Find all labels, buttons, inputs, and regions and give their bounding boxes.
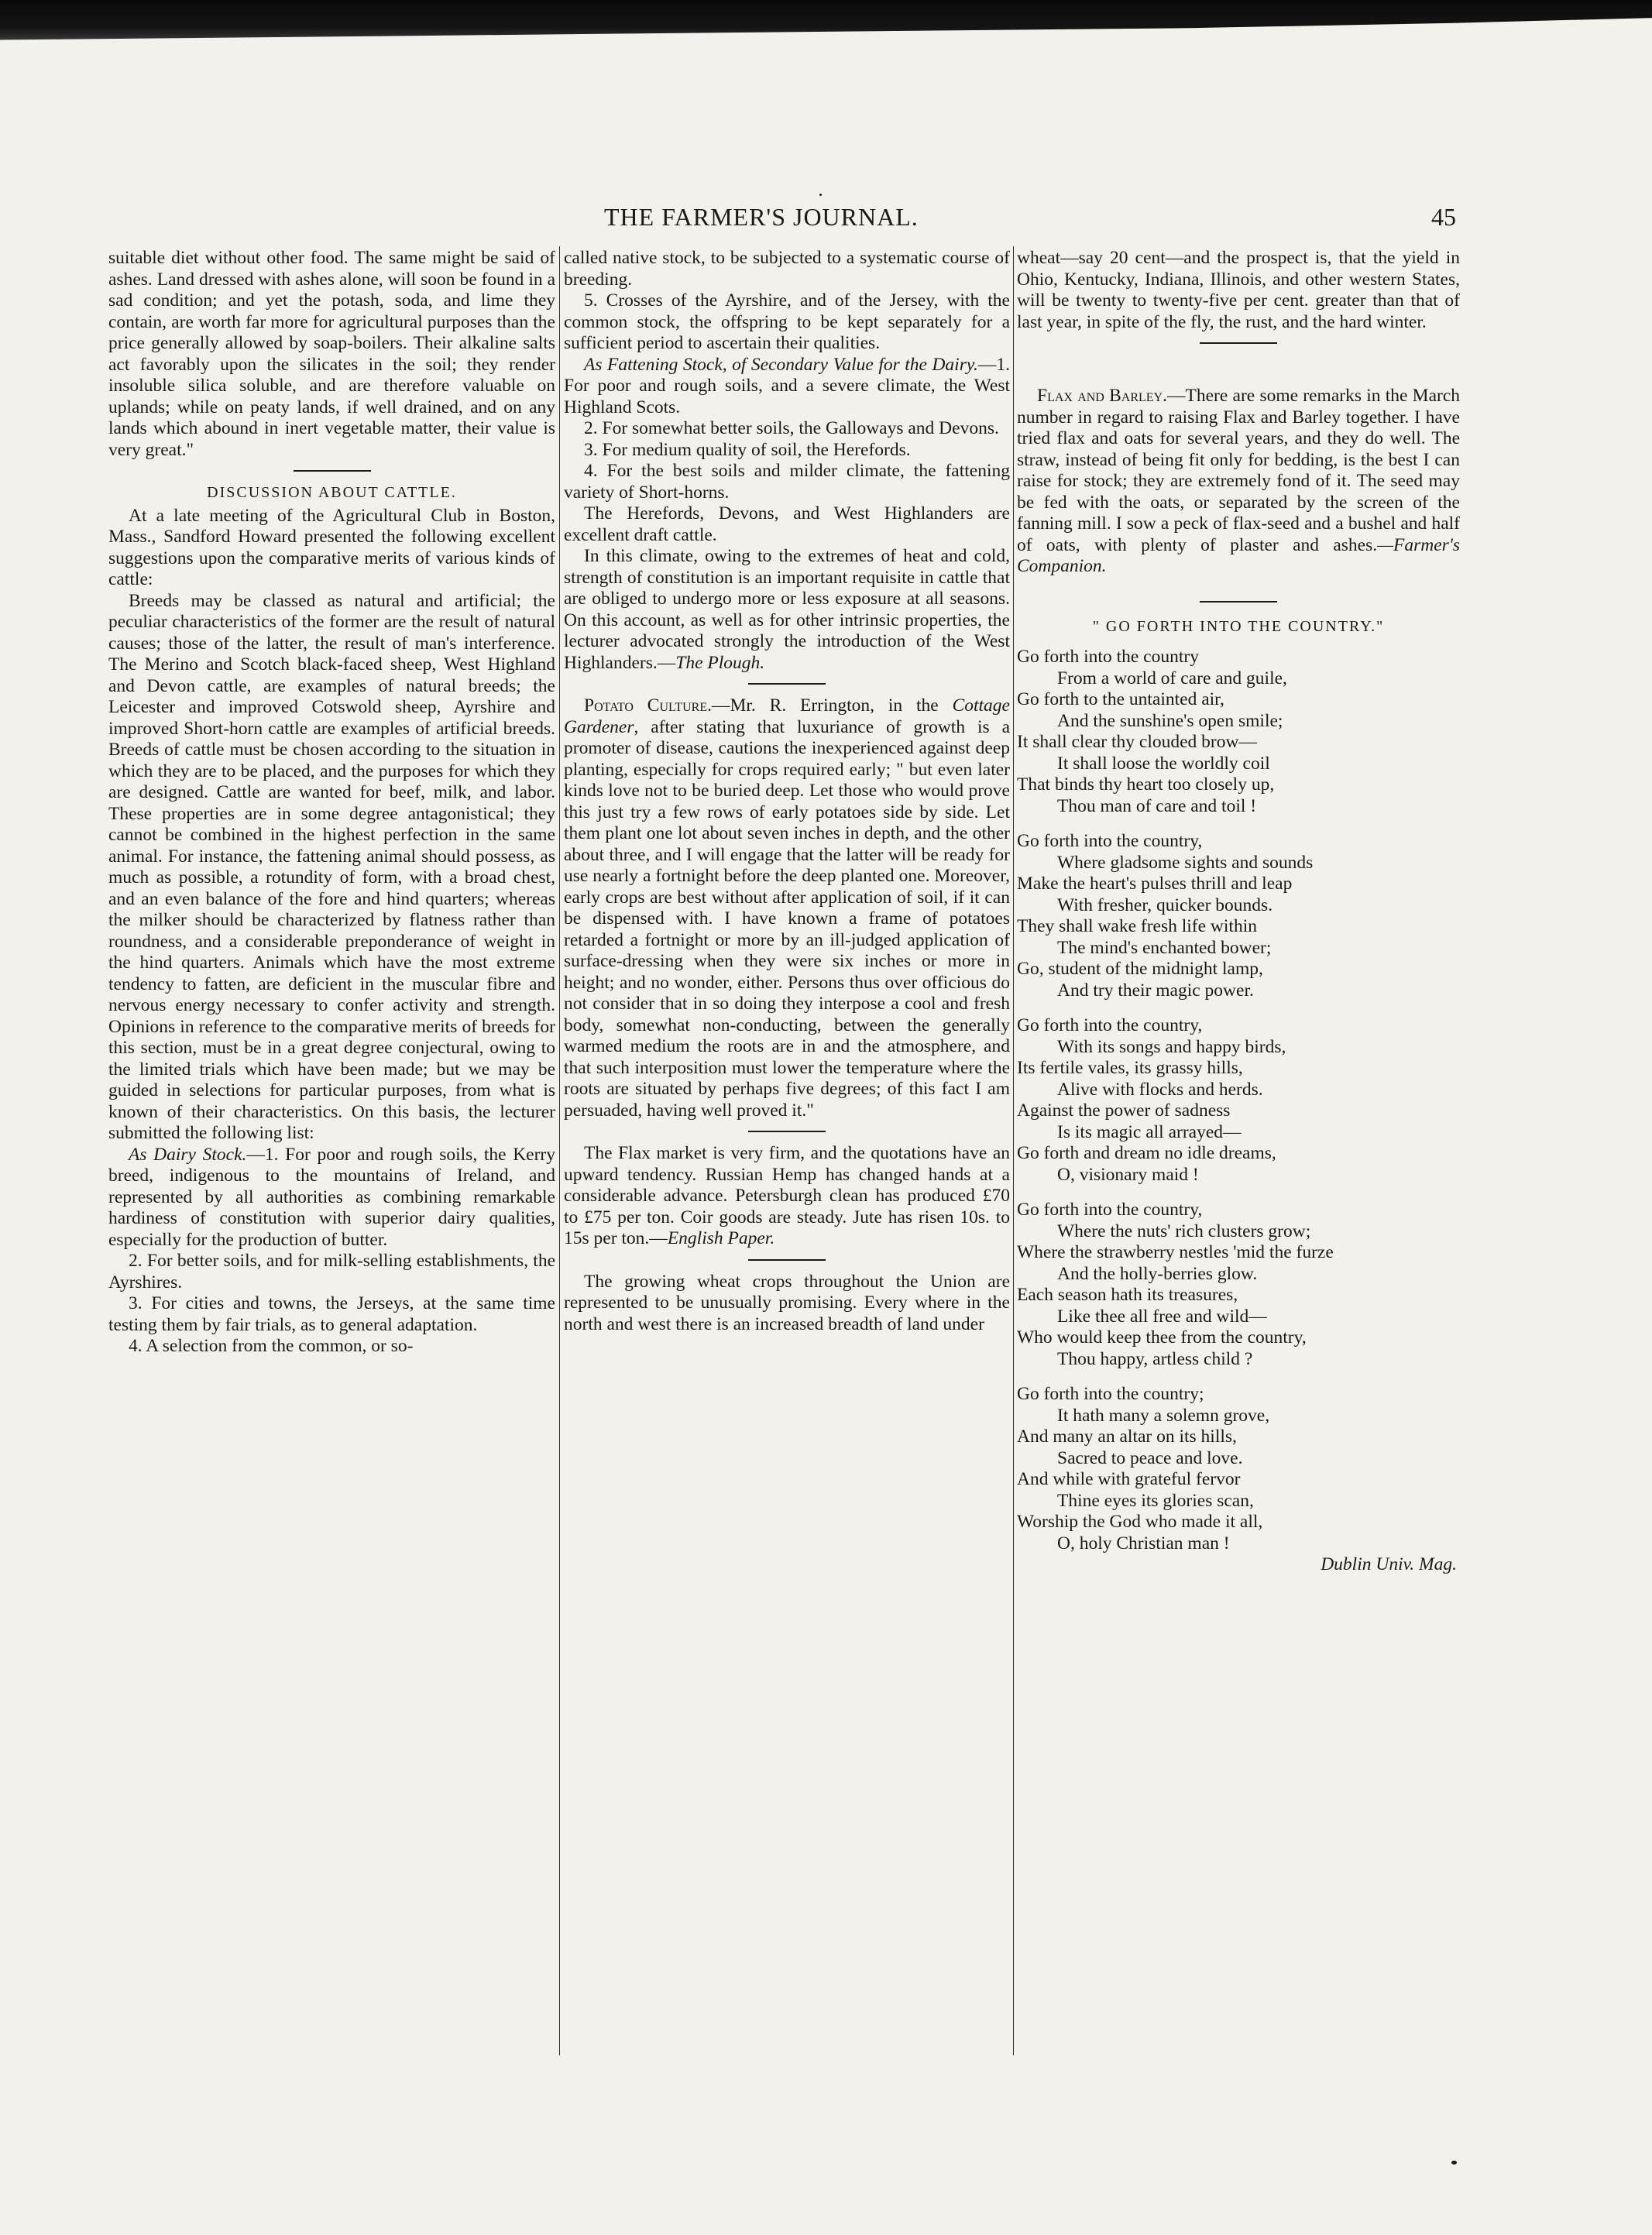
poem-line: Against the power of sadness <box>1017 1100 1231 1121</box>
poem-line: Where the nuts' rich clusters grow; <box>1057 1220 1311 1241</box>
poem-title: " GO FORTH INTO THE COUNTRY." <box>1092 617 1385 635</box>
paragraph-jerseys: 3. For cities and towns, the Jerseys, at the same time testing them by fair trials, as to general adaptation. <box>108 1293 555 1335</box>
fattening-stock-lead: As Fattening Stock, of Secondary Value for the Dairy. <box>584 354 978 375</box>
potato-culture-lead: Potato Culture. <box>584 695 712 716</box>
source-the-plough: The Plough. <box>675 652 765 673</box>
scan-shadow-band <box>0 0 1652 51</box>
source-english-paper: English Paper. <box>667 1228 775 1248</box>
poem-line: It shall clear thy clouded brow— <box>1017 732 1257 752</box>
poem-line: With its songs and happy birds, <box>1057 1036 1286 1057</box>
poem-line: It hath many a solemn grove, <box>1057 1405 1270 1426</box>
stanza <box>1017 831 1460 1001</box>
poem-line: And while with grateful fervor <box>1017 1469 1241 1489</box>
section-divider <box>748 683 826 685</box>
poem-line: Each season hath its treasures, <box>1017 1285 1238 1305</box>
section-divider <box>748 1259 826 1261</box>
poem-line: Go forth into the country; <box>1017 1384 1204 1404</box>
column-rule-right <box>1013 246 1014 2055</box>
paragraph-flax-market: The Flax market is very firm, and the quotations have an upward tendency. Russian Hemp has changed hands at a considerable advance. Petersburgh clean has produced £70 to £75 per ton. Coir goods are steady. Jute has risen 10s. to 15s per ton.—English Paper. <box>564 1143 1010 1248</box>
paragraph-shorthorns: 4. For the best soils and milder climate, the fattening variety of Short-horns. <box>564 461 1010 503</box>
paragraph-herefords: 3. For medium quality of soil, the Herefords. <box>584 439 911 460</box>
section-heading-cattle: DISCUSSION ABOUT CATTLE. <box>207 484 457 501</box>
running-head: THE FARMER'S JOURNAL. <box>604 203 919 231</box>
poem-line: Alive with flocks and herds. <box>1057 1079 1263 1100</box>
spacer <box>1017 355 1460 386</box>
poem-line: With fresher, quicker bounds. <box>1057 894 1273 915</box>
poem-line: Who would keep thee from the country, <box>1017 1327 1307 1348</box>
poem-line: It shall loose the worldly coil <box>1057 753 1270 774</box>
column-rule-left <box>559 246 560 2055</box>
poem-line: That binds thy heart too closely up, <box>1017 774 1275 795</box>
paragraph-climate: In this climate, owing to the extremes of heat and cold, strength of constitution is an important requisite in cattle that are obliged to undergo more or less exposure at all seasons. On this account, as well as for other intrinsic properties, the lecturer advocated strongly the introduction of the West Highlanders.—The Plough. <box>564 546 1010 673</box>
poem-line: The mind's enchanted bower; <box>1057 937 1272 958</box>
paragraph-wheat-prospect: wheat—say 20 cent—and the prospect is, that the yield in Ohio, Kentucky, Indiana, Illinois, and other western States, will be twenty to twenty-five per cent. greater than that of last year, in spite of the fly, the rust, and the hard winter. <box>1017 248 1460 332</box>
poem-line: They shall wake fresh life within <box>1017 916 1257 936</box>
paragraph-crosses: 5. Crosses of the Ayrshire, and of the Jersey, with the common stock, the offspring to be kept separately for a sufficient period to ascertain their qualities. <box>564 290 1010 353</box>
paragraph-galloways: 2. For somewhat better soils, the Galloways and Devons. <box>584 418 999 438</box>
spacer <box>1017 1001 1460 1015</box>
source-cottage-gardener: Cottage Gardener <box>564 695 1010 737</box>
paragraph-draft-cattle: The Herefords, Devons, and West Highlanders are excellent draft cattle. <box>564 503 1010 545</box>
section-divider <box>1200 342 1277 344</box>
paragraph-common-stock: 4. A selection from the common, or so- <box>129 1336 414 1356</box>
stanza <box>1017 647 1460 817</box>
poem-line: Thou man of care and toil ! <box>1057 795 1257 816</box>
poem-line: Sacred to peace and love. <box>1057 1447 1243 1468</box>
paragraph-potato-culture: Potato Culture.—Mr. R. Errington, in the Cottage Gardener, after stating that luxuriance of growth is a promoter of disease, cautions the inexperienced against deep planting, especially for crops required early; " but even later kinds love not to be buried deep. Let those who would prove this just try a few rows of early potatoes side by side. Let them plant one lot about seven inches in depth, and the other about three, and I will engage that the latter will be ready for use nearly a fortnight before the deep planted one. Moreover, early crops are best without after application of soil, if it can be dispensed with. I have known a frame of potatoes retarded a fortnight or more by an ill-judged application of surface-dressing when they were six inches or more in height; and no wonder, either. Persons thus over officious do not consider that in so doing they interpose a cool and fresh body, somewhat non-conducting, between the generally warmed medium the roots are in and the atmosphere, and that such interposition must lower the temperature where the roots are situated by perhaps five degrees; of this fact I am persuaded, having well proved it." <box>564 695 1010 1121</box>
column-2 <box>564 248 1010 1335</box>
stanza <box>1017 1200 1460 1370</box>
poem-line: Make the heart's pulses thrill and leap <box>1017 874 1293 894</box>
poem-line: Like thee all free and wild— <box>1057 1306 1267 1327</box>
section-divider <box>294 470 371 472</box>
dairy-stock-lead: As Dairy Stock. <box>129 1144 247 1165</box>
column-3 <box>1017 248 1460 1576</box>
paragraph-ashes: suitable diet without other food. The same might be said of ashes. Land dressed with ashes alone, will soon be found in a sad condition; and yet the potash, soda, and lime they contain, are worth far more for agricultural purposes than the price generally allowed by soap-boilers. Their alkaline salts act favorably upon the silicates in the soil; they render insoluble silica soluble, and are therefore valuable on uplands; while on peaty lands, if well drained, and on any lands which abound in inert vegetable matter, their value is very great." <box>108 248 555 460</box>
poem-line: Its fertile vales, its grassy hills, <box>1017 1058 1243 1078</box>
spacer <box>1017 1370 1460 1384</box>
paragraph-breeds: Breeds may be classed as natural and artificial; the peculiar characteristics of the former are the result of natural causes; those of the latter, the result of man's interference. The Merino and Scotch black-faced sheep, West Highland and Devon cattle, are examples of natural breeds; the Leicester and improved Cotswold sheep, Ayrshire and improved Short-horn cattle are examples of artificial breeds. Breeds of cattle must be chosen according to the situation in which they are to be placed, and the purposes for which they are designed. Cattle are wanted for beef, milk, and labor. These properties are in some degree antagonistical; they cannot be combined in the highest perfection in the same animal. For instance, the fattening animal should possess, as much as possible, a rotundity of form, with a broad chest, and an even balance of the fore and hind quarters; whereas the milker should be characterized by flatness rather than roundness, and a considerable preponderance of weight in the hind quarters. Animals which have the most extreme tendency to fatten, are deficient in the muscular fibre and nervous energy necessary to confer activity and strength. Opinions in reference to the comparative merits of breeds for this section, must be in a great degree conjectural, owing to the limited trials which have been made; but we may be guided in selections for particular purposes, from what is known of their characteristics. On this basis, the lecturer submitted the following list: <box>108 590 555 1143</box>
spacer <box>1017 1186 1460 1200</box>
section-divider <box>1200 601 1277 603</box>
poem-line: And try their magic power. <box>1057 980 1254 1001</box>
poem-line: Go forth to the untainted air, <box>1017 689 1224 709</box>
poem-line: O, visionary maid ! <box>1057 1164 1199 1185</box>
poem-line: And the sunshine's open smile; <box>1057 710 1283 731</box>
poem-line: And many an altar on its hills, <box>1017 1426 1237 1447</box>
poem-line: O, holy Christian man ! <box>1057 1533 1230 1554</box>
poem-source: Dublin Univ. Mag. <box>1321 1554 1457 1574</box>
ink-speck <box>819 194 822 196</box>
stanza <box>1017 1384 1460 1554</box>
spacer <box>1017 578 1460 592</box>
flax-barley-lead: Flax and Barley. <box>1037 386 1167 406</box>
paragraph-meeting: At a late meeting of the Agricultural Club in Boston, Mass., Sandford Howard presented the following excellent suggestions upon the comparative merits of various kinds of cattle: <box>108 505 555 589</box>
poem-line: Go forth into the country <box>1017 647 1199 667</box>
poem-line: From a world of care and guile, <box>1057 668 1287 688</box>
column-1 <box>108 248 555 1358</box>
ink-speck <box>1451 2161 1457 2165</box>
paragraph-flax-barley: Flax and Barley.—There are some remarks in the March number in regard to raising Flax and Barley together. I have tried flax and oats for several years, and they do well. The straw, instead of being fit only for bedding, is the best I can raise for stock; they are extremely fond of it. The seed may be fed with the oats, or separated by the screen of the fanning mill. I sow a peck of flax-seed and a bushel and half of oats, with plenty of plaster and ashes.—Farmer's Companion. <box>1017 386 1461 576</box>
source-farmers-companion: —Farmer's Companion. <box>1017 534 1460 576</box>
paragraph-wheat-crops: The growing wheat crops throughout the Union are represented to be unusually promising. Every where in the north and west there is an increased breadth of land under <box>564 1271 1010 1334</box>
section-divider <box>748 1131 826 1132</box>
poem-line: Thine eyes its glories scan, <box>1057 1490 1254 1511</box>
poem-line: Worship the God who made it all, <box>1017 1512 1263 1532</box>
poem-line: Go forth into the country, <box>1017 831 1203 851</box>
page-header <box>108 203 1456 237</box>
poem-line: Go forth into the country, <box>1017 1015 1203 1035</box>
poem-line: Thou happy, artless child ? <box>1057 1348 1253 1369</box>
poem <box>1017 647 1460 1576</box>
paragraph-fattening-stock: As Fattening Stock, of Secondary Value for the Dairy.—1. For poor and rough soils, and a severe climate, the West Highland Scots. <box>564 354 1010 417</box>
poem-line: Go forth into the country, <box>1017 1200 1203 1220</box>
poem-line: And the holly-berries glow. <box>1057 1263 1258 1284</box>
stanza <box>1017 1015 1460 1186</box>
page-number: 45 <box>1431 203 1456 231</box>
poem-line: Go, student of the midnight lamp, <box>1017 959 1263 979</box>
poem-line: Go forth and dream no idle dreams, <box>1017 1143 1276 1163</box>
paragraph-ayrshires: 2. For better soils, and for milk-selling establishments, the Ayrshires. <box>108 1251 555 1293</box>
poem-line: Is its magic all arrayed— <box>1057 1121 1242 1142</box>
paragraph-native-stock: called native stock, to be subjected to a systematic course of breeding. <box>564 248 1010 290</box>
poem-line: Where the strawberry nestles 'mid the furze <box>1017 1242 1334 1262</box>
poem-line: Where gladsome sights and sounds <box>1057 852 1314 873</box>
paragraph-dairy-stock: As Dairy Stock.—1. For poor and rough soils, the Kerry breed, indigenous to the mountains of Ireland, and represented by all authorities as combining remarkable hardiness of constitution with superior dairy qualities, especially for the production of butter. <box>108 1144 555 1250</box>
spacer <box>1017 817 1460 831</box>
